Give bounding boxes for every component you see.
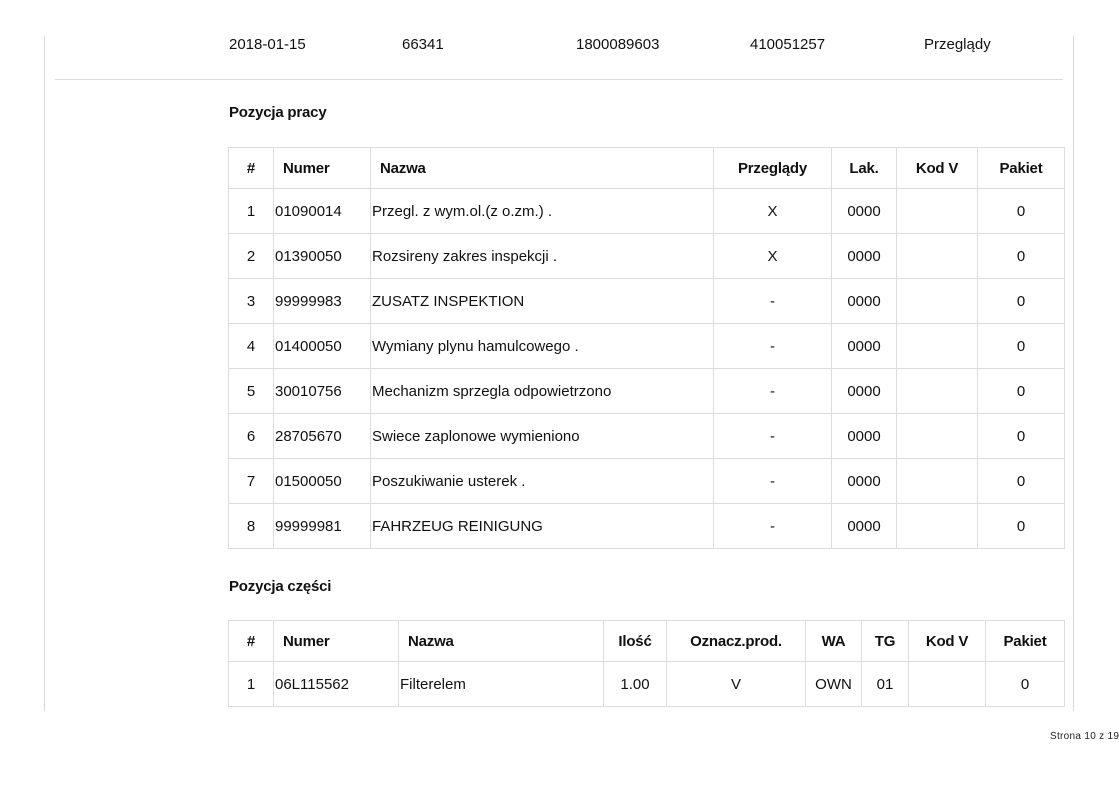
cell-idx: 3 xyxy=(229,279,274,324)
cell-nazwa: Filterelem xyxy=(399,662,604,707)
cell-oznacz: V xyxy=(667,662,806,707)
cell-numer: 01500050 xyxy=(274,459,371,504)
cell-pakiet: 0 xyxy=(978,324,1065,369)
cell-numer: 01090014 xyxy=(274,189,371,234)
cell-wa: OWN xyxy=(806,662,862,707)
cell-numer: 06L115562 xyxy=(274,662,399,707)
cell-przeglady: - xyxy=(714,279,832,324)
cell-przeglady: - xyxy=(714,369,832,414)
cell-pakiet: 0 xyxy=(978,459,1065,504)
header-pakiet: Pakiet xyxy=(978,148,1065,189)
cell-pakiet: 0 xyxy=(978,234,1065,279)
cell-numer: 01390050 xyxy=(274,234,371,279)
cell-pakiet: 0 xyxy=(978,189,1065,234)
header-nazwa: Nazwa xyxy=(399,621,604,662)
cell-przeglady: - xyxy=(714,324,832,369)
cell-nazwa: ZUSATZ INSPEKTION xyxy=(371,279,714,324)
header-tg: TG xyxy=(862,621,909,662)
cell-tg: 01 xyxy=(862,662,909,707)
cell-pakiet: 0 xyxy=(978,504,1065,549)
cell-przeglady: - xyxy=(714,504,832,549)
cell-kodv xyxy=(909,662,986,707)
parts-table xyxy=(228,620,1065,707)
cell-przeglady: - xyxy=(714,414,832,459)
cell-przeglady: X xyxy=(714,189,832,234)
header-oznacz: Oznacz.prod. xyxy=(667,621,806,662)
cell-numer: 28705670 xyxy=(274,414,371,459)
cell-lak: 0000 xyxy=(832,279,897,324)
header-idx: # xyxy=(229,148,274,189)
cell-nazwa: Przegl. z wym.ol.(z o.zm.) . xyxy=(371,189,714,234)
cell-lak: 0000 xyxy=(832,414,897,459)
cell-ilosc: 1.00 xyxy=(604,662,667,707)
cell-nazwa: Wymiany plynu hamulcowego . xyxy=(371,324,714,369)
summary-col4: 410051257 xyxy=(750,36,826,53)
cell-numer: 30010756 xyxy=(274,369,371,414)
cell-pakiet: 0 xyxy=(978,369,1065,414)
work-section-title: Pozycja pracy xyxy=(229,104,327,121)
cell-lak: 0000 xyxy=(832,189,897,234)
cell-lak: 0000 xyxy=(832,369,897,414)
summary-col5: Przeglądy xyxy=(924,36,991,53)
cell-numer: 99999981 xyxy=(274,504,371,549)
header-lak: Lak. xyxy=(832,148,897,189)
header-idx: # xyxy=(229,621,274,662)
cell-lak: 0000 xyxy=(832,504,897,549)
header-kodv: Kod V xyxy=(909,621,986,662)
cell-idx: 7 xyxy=(229,459,274,504)
cell-lak: 0000 xyxy=(832,324,897,369)
header-kodv: Kod V xyxy=(897,148,978,189)
cell-nazwa: FAHRZEUG REINIGUNG xyxy=(371,504,714,549)
header-numer: Numer xyxy=(274,148,371,189)
cell-lak: 0000 xyxy=(832,459,897,504)
cell-nazwa: Poszukiwanie usterek . xyxy=(371,459,714,504)
cell-numer: 99999983 xyxy=(274,279,371,324)
header-nazwa: Nazwa xyxy=(371,148,714,189)
cell-pakiet: 0 xyxy=(978,279,1065,324)
cell-idx: 1 xyxy=(229,662,274,707)
cell-pakiet: 0 xyxy=(986,662,1065,707)
summary-col2: 66341 xyxy=(402,36,444,53)
cell-idx: 2 xyxy=(229,234,274,279)
cell-nazwa: Mechanizm sprzegla odpowietrzono xyxy=(371,369,714,414)
cell-przeglady: X xyxy=(714,234,832,279)
cell-idx: 4 xyxy=(229,324,274,369)
cell-pakiet: 0 xyxy=(978,414,1065,459)
header-przeglady: Przeglądy xyxy=(714,148,832,189)
header-numer: Numer xyxy=(274,621,399,662)
cell-numer: 01400050 xyxy=(274,324,371,369)
header-wa: WA xyxy=(806,621,862,662)
cell-lak: 0000 xyxy=(832,234,897,279)
cell-idx: 5 xyxy=(229,369,274,414)
page-number: Strona 10 z 19 xyxy=(1050,731,1119,742)
table-row xyxy=(229,662,1065,707)
parts-section-title: Pozycja części xyxy=(229,578,332,595)
cell-nazwa: Rozsireny zakres inspekcji . xyxy=(371,234,714,279)
summary-date: 2018-01-15 xyxy=(229,36,306,53)
header-pakiet: Pakiet xyxy=(986,621,1065,662)
cell-przeglady: - xyxy=(714,459,832,504)
summary-col3: 1800089603 xyxy=(576,36,660,53)
cell-idx: 1 xyxy=(229,189,274,234)
cell-nazwa: Swiece zaplonowe wymieniono xyxy=(371,414,714,459)
cell-idx: 8 xyxy=(229,504,274,549)
parts-table-header xyxy=(229,621,1065,662)
cell-idx: 6 xyxy=(229,414,274,459)
header-ilosc: Ilość xyxy=(604,621,667,662)
